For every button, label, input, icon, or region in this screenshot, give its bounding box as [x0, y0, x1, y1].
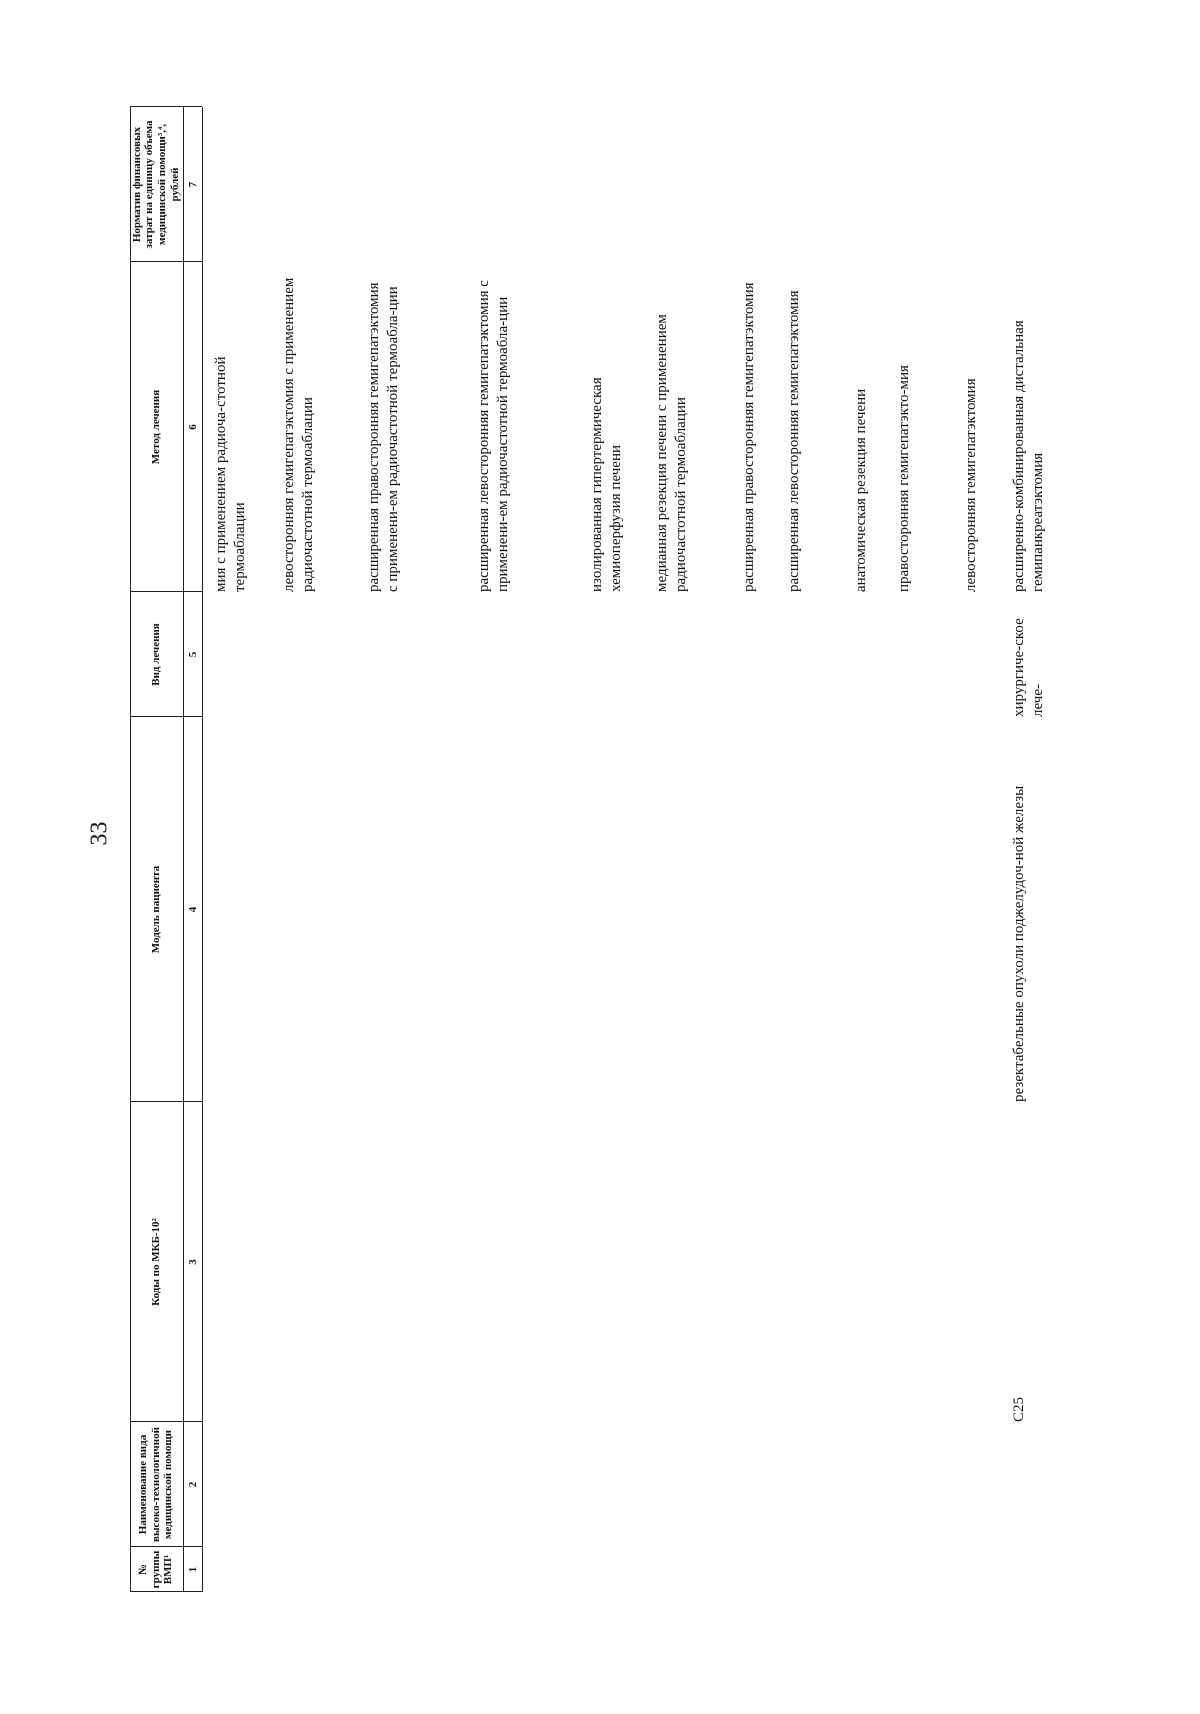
header-col-1: № группы ВМП¹ [137, 1550, 175, 1589]
header-col-3: Коды по МКБ-10² [149, 1218, 162, 1306]
method-item: расширенная правосторонняя гемигепатэктомия с применени-ем радиочастотной термоабла-ции [366, 282, 401, 592]
header-col-5: Вид лечения [149, 623, 162, 686]
method-item: расширенная левосторонняя гемигепатэктомия [786, 290, 802, 592]
column-border [130, 1591, 202, 1592]
col-number-5: 5 [187, 651, 199, 658]
header-col-4: Модель пациента [149, 865, 162, 954]
method-item: расширенная левосторонняя гемигепатэктомия с применени-ем радиочастотной термоабла-ции [476, 280, 511, 592]
header-divider [183, 107, 184, 1592]
method-item: мия с применением радиоча-стотной термоаблации [213, 356, 248, 592]
patient-model: резектабельные опухоли поджелудоч-ной железы [1011, 785, 1027, 1102]
method-item: левосторонняя гемигепатэктомия с применением радиочастотной термоаблации [281, 277, 316, 592]
column-border [130, 1421, 202, 1422]
method-item: расширенная правосторонняя гемигепатэктомия [741, 282, 757, 592]
col-number-4: 4 [187, 906, 199, 913]
header-col-7: Норматив финансовых затрат на единицу объема медицинской помощи³,⁴, рублей [130, 120, 181, 249]
icd-code: C25 [1011, 1396, 1027, 1422]
rotated-table [130, 0, 1155, 1592]
method-item: правосторонняя гемигепатэкто-мия [896, 365, 912, 592]
col-number-1: 1 [187, 1566, 199, 1573]
column-border [130, 106, 202, 107]
column-border [130, 716, 202, 717]
column-border [130, 261, 202, 262]
page-number: 33 [86, 821, 113, 846]
header-col-6: Метод лечения [149, 389, 162, 465]
column-border [130, 1546, 202, 1547]
column-border [130, 1101, 202, 1102]
table-bottom-border [202, 107, 203, 1592]
treatment-type: хирургиче-ское лече- [1011, 618, 1046, 717]
col-number-2: 2 [187, 1481, 199, 1488]
method-item: левосторонняя гемигепатэктомия [963, 378, 979, 592]
column-border [130, 591, 202, 592]
table-top-border [130, 107, 131, 1592]
header-col-2: Наименование вида высоко-технологичной медицинской помощи [137, 1427, 175, 1542]
method-item: изолированная гипертермическая хемиоперфузия печени [589, 377, 624, 592]
method-item: анатомическая резекция печени [853, 388, 869, 592]
col-number-3: 3 [187, 1259, 199, 1265]
method-item: расширенно-комбинированная дистальная гемипанкреатэктомия [1011, 320, 1046, 592]
method-item: медианная резекция печени с применением радиочастотной термоаблации [654, 314, 689, 592]
col-number-7: 7 [187, 181, 199, 188]
col-number-6: 6 [187, 424, 199, 430]
